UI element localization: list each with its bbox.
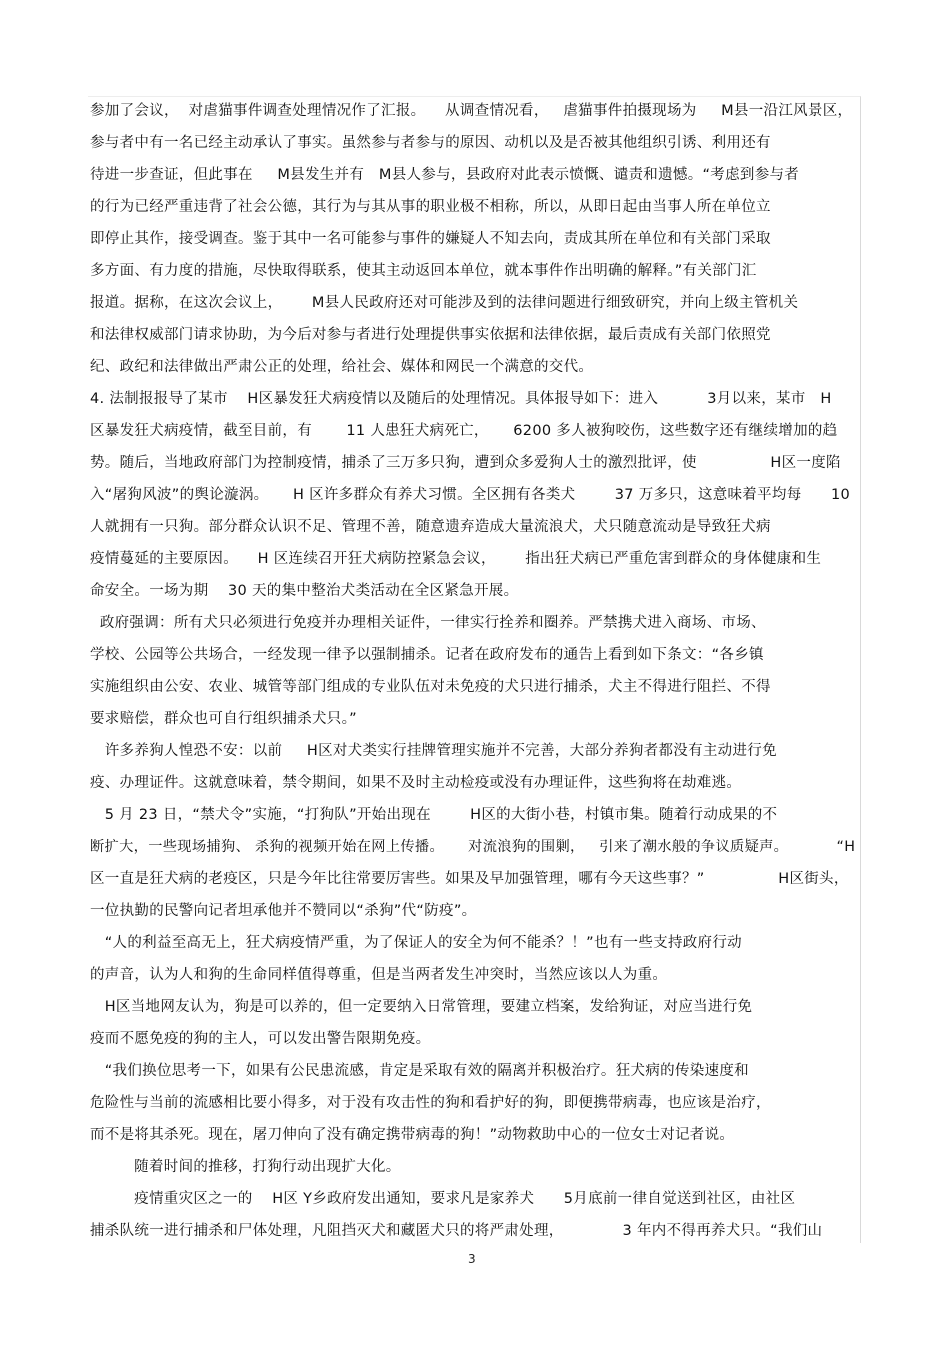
text-line: 政府强调：所有犬只必须进行免疫并办理相关证件，一律实行拴养和圈养。严禁携犬进入商场、市场、	[90, 615, 766, 631]
text-line: 实施组织由公安、农业、城管等部门组成的专业队伍对未免疫的犬只进行捕杀，犬主不得进行阻拦、不得	[90, 679, 771, 695]
text-line: 疫、办理证件。这就意味着，禁令期间，如果不及时主动检疫或没有办理证件，这些狗将在劫难逃。	[90, 775, 742, 791]
text-line: H区当地网友认为，狗是可以养的，但一定要纳入日常管理，要建立档案，发给狗证，对应当进行免	[90, 999, 753, 1015]
text-line: 人就拥有一只狗。部分群众认识不足、管理不善，随意遗弃造成大量流浪犬，犬只随意流动是导致狂犬病	[90, 519, 771, 535]
text-line: “人的利益至高无上，狂犬病疫情严重，为了保证人的安全为何不能杀？！”也有一些支持政府行动	[90, 935, 742, 951]
text-line: 命安全。一场为期 30 天的集中整治犬类活动在全区紧急开展。	[90, 583, 519, 599]
text-line: 4. 法制报报导了某市 H区暴发狂犬病疫情以及随后的处理情况。具体报导如下：进入 3月以来，某市 H	[90, 391, 832, 407]
text-line: 断扩大，一些现场捕狗、 杀狗的视频开始在网上传播。 对流浪狗的围剿， 引来了潮水般的争议质疑声。 “H	[90, 839, 856, 855]
text-line: 随着时间的推移，打狗行动出现扩大化。	[90, 1159, 401, 1175]
text-line: 和法律权威部门请求协助，为今后对参与者进行处理提供事实依据和法律依据，最后责成有关部门依照党	[90, 327, 771, 343]
text-line: 区一直是狂犬病的老疫区，只是今年比往常要厉害些。如果及早加强管理，哪有今天这些事？” H区街头，	[90, 871, 849, 887]
text-line: 多方面、有力度的措施，尽快取得联系，使其主动返回本单位，就本事件作出明确的解释。”有关部门汇	[90, 263, 757, 279]
text-line: 疫而不愿免疫的狗的主人，可以发出警告限期免疫。	[90, 1031, 431, 1047]
text-line: 学校、公园等公共场合，一经发现一律予以强制捕杀。记者在政府发布的通告上看到如下条文：“各乡镇	[90, 647, 764, 663]
text-line: 危险性与当前的流感相比要小得多，对于没有攻击性的狗和看护好的狗，即便携带病毒，也应该是治疗，	[90, 1095, 771, 1111]
text-line: 参加了会议， 对虐猫事件调查处理情况作了汇报。 从调查情况看， 虐猫事件拍摄现场为 M县一沿江风景区，	[90, 103, 853, 119]
text-line: “我们换位思考一下，如果有公民患流感，肯定是采取有效的隔离并积极治疗。狂犬病的传染速度和	[90, 1063, 749, 1079]
text-line: 即停止其作，接受调查。鉴于其中一名可能参与事件的嫌疑人不知去向，责成其所在单位和有关部门采取	[90, 231, 771, 247]
text-line: 许多养狗人惶恐不安：以前 H区对犬类实行挂牌管理实施并不完善，大部分养狗者都没有主动进行免	[90, 743, 777, 759]
text-line: 的声音，认为人和狗的生命同样值得尊重，但是当两者发生冲突时，当然应该以人为重。	[90, 967, 668, 983]
text-line: 的行为已经严重违背了社会公德，其行为与其从事的职业极不相称，所以，从即日起由当事人所在单位立	[90, 199, 771, 215]
text-line: 入“屠狗风波”的舆论漩涡。 H 区许多群众有养犬习惯。全区拥有各类犬 37 万多只，这意味着平均每 10	[90, 487, 851, 503]
page-number: 3	[468, 1252, 476, 1266]
text-line: 区暴发狂犬病疫情，截至目前，有 11 人患狂犬病死亡， 6200 多人被狗咬伤，这些数字还有继续增加的趋	[90, 423, 838, 439]
text-line: 一位执勤的民警向记者坦承他并不赞同以“杀狗”代“防疫”。	[90, 903, 477, 919]
text-line: 疫情重灾区之一的 H区 Y乡政府发出通知，要求凡是家养犬 5月底前一律自觉送到社区，由社区	[90, 1191, 796, 1207]
text-line: 要求赔偿，群众也可自行组织捕杀犬只。”	[90, 711, 357, 727]
text-line: 纪、政纪和法律做出严肃公正的处理，给社会、媒体和网民一个满意的交代。	[90, 359, 594, 375]
text-line: 势。随后，当地政府部门为控制疫情，捕杀了三万多只狗，遭到众多爱狗人士的激烈批评，使 H区一度陷	[90, 455, 841, 471]
text-line: 报道。据称，在这次会议上， M县人民政府还对可能涉及到的法律问题进行细致研究，并向上级主管机关	[90, 295, 799, 311]
text-line: 捕杀队统一进行捕杀和尸体处理，凡阻挡灭犬和藏匿犬只的将严肃处理， 3 年内不得再养犬只。“我们山	[90, 1223, 823, 1239]
text-line: 5 月 23 日，“禁犬令”实施，“打狗队”开始出现在 H区的大街小巷，村镇市集。随着行动成果的不	[90, 807, 778, 823]
text-line: 疫情蔓延的主要原因。 H 区连续召开狂犬病防控紧急会议， 指出狂犬病已严重危害到群众的身体健康和生	[90, 551, 822, 567]
text-line: 而不是将其杀死。现在，屠刀伸向了没有确定携带病毒的狗！”动物救助中心的一位女士对记者说。	[90, 1127, 735, 1143]
text-line: 待进一步查证，但此事在 M县发生并有 M县人参与，县政府对此表示愤慨、谴责和遗憾。“考虑到参与者	[90, 167, 800, 183]
text-line: 参与者中有一名已经主动承认了事实。虽然参与者参与的原因、动机以及是否被其他组织引诱、利用还有	[90, 135, 771, 151]
